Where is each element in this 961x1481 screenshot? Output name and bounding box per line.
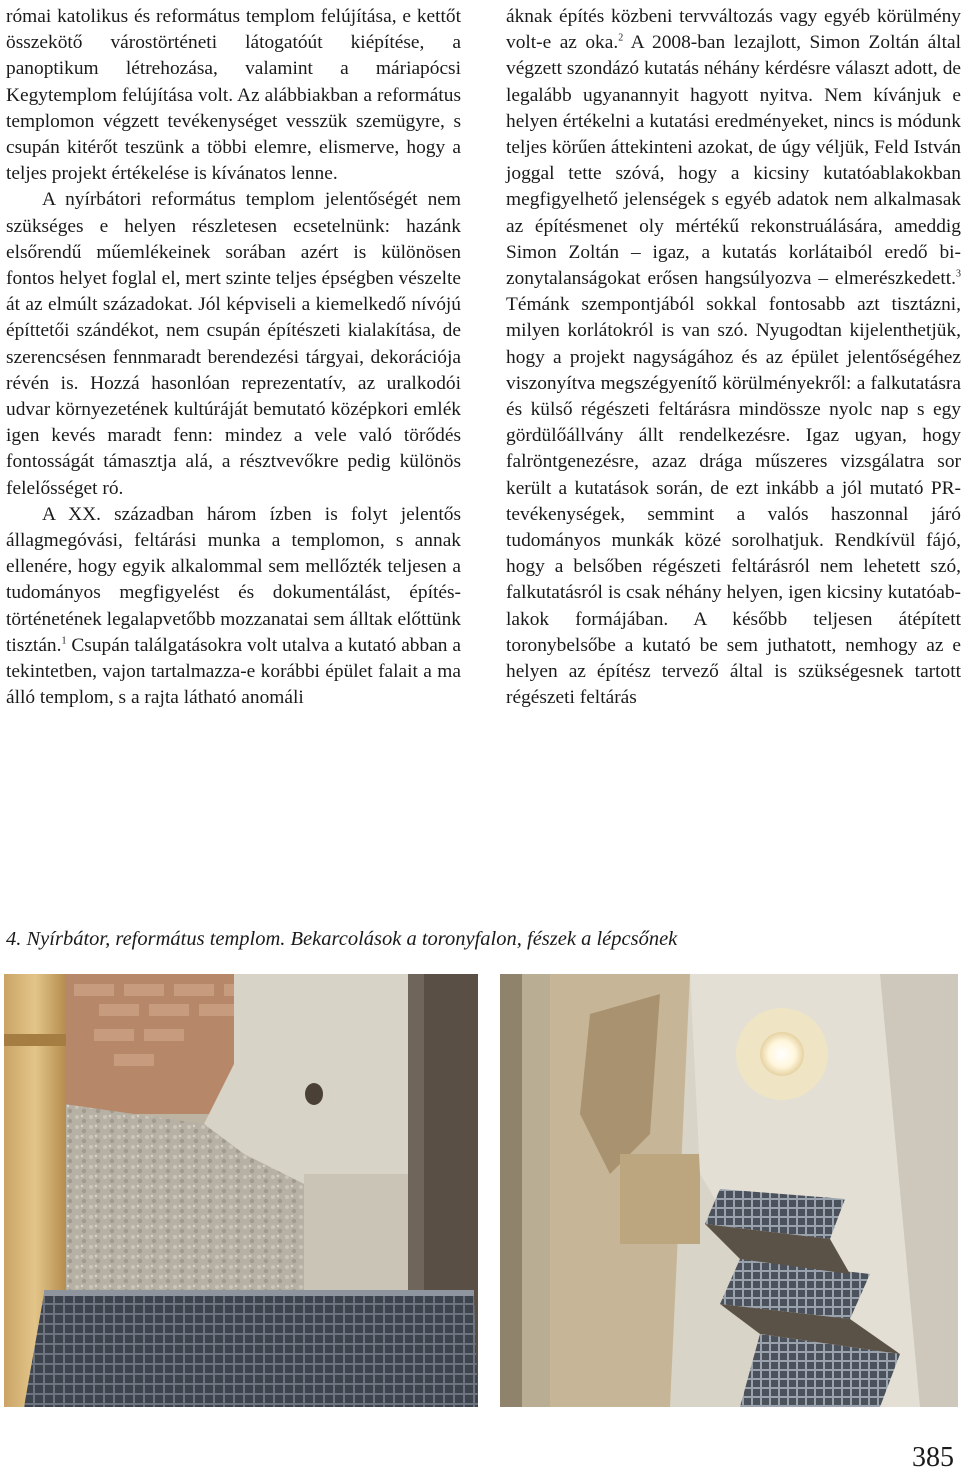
photo-stair-niche-image <box>500 974 958 1407</box>
photo-tower-wall <box>4 974 478 1407</box>
footnote-ref-1[interactable]: 1 <box>61 635 67 647</box>
figure-caption: 4. Nyírbátor, református templom. Bekarcolások a toronyfalon, fészek a lépcsőnek <box>6 928 678 950</box>
footnote-ref-2[interactable]: 2 <box>618 32 624 44</box>
right-text-column <box>506 4 961 711</box>
paragraph-4-part-b: A 2008-ban lezajlott, Simon Zoltán által végzett szondázó kutatás néhány kérdésre választ adott, de legalább ugyanannyit hagyott nyitva. Nem kívánjuk e helyen értékelni a kutatási eredményeket, nincs is módunk teljes körűen áttekinteni azokat, de úgy véljük, Feld István joggal tette szóvá, hogy a kicsiny kutatóablakokban megfigyelhető jelenségek s egyéb adatok nem alkalmasak az építésmenet oly mértékű rekonstruálására, ameddig Simon Zoltán – igaz, a kutatás korlátaiból eredő bizonytalanságokat erősen hangsúlyozva – elmerészkedett. <box>506 32 961 290</box>
paragraph-3-part-a: A XX. században három ízben is folyt jelentős állagmegóvási, feltárási munka a templomon, s annak ellenére, hogy egyik alkalommal sem mellőzték teljesen a tudományos megfigyelést és dokumentálást, építéstörténetének legalapvetőbb mozzanatai sem álltak előttünk tisztán. <box>6 503 461 656</box>
footnote-ref-3[interactable]: 3 <box>956 268 961 280</box>
photo-tower-wall-image <box>4 974 478 1407</box>
paragraph-4 <box>506 4 961 711</box>
page-number: 385 <box>912 1442 954 1473</box>
paragraph-4-part-a: áknak építés közbeni tervváltozás vagy egyéb körülmény volt-e az oka. <box>506 6 961 54</box>
paragraph-1: római katolikus és református templom felújítása, e kettőt összekötő várostörténeti látogatóút kiépítése, a panoptikum létrehozása, valamint a máriapócsi Kegytemplom felújítása volt. Az alábbiakban a református templomon végzett tevékenységet vesszük szemügyre, s csupán kitérőt teszünk a többi elemre, elismerve, hogy a teljes projekt értékelése is kívánatos lenne. <box>6 6 461 185</box>
paragraph-3 <box>6 502 461 712</box>
paragraph-4-part-c: Témánk szempontjából sokkal fontosabb azt tisztázni, milyen korlátokról is van szó. Nyugodtan kijelenthetjük, hogy a projekt nagyságához és az épület jelentőségéhez viszonyítva megszégyenítő körülményekről: a falkutatásra és külső régészeti feltárásra mindössze nyolc nap s egy gördülőállvány állt rendelkezésre. Igaz ugyan, hogy falröntgenezésre, azaz drága műszeres vizsgálatra sor került a kutatások során, de ezt inkább a jól mutató PR-tevékenységek, semmint a valós haszonnal járó tudományos munkák közé sorolhatjuk. Rendkívül fájó, hogy a belsőben régészeti feltárásról nem lehetett szó, falkutatásról is csak néhány helyen, igen kicsiny kutatóablakok formájában. A később teljesen átépített toronybelsőbe a kutató be sem juthatott, nemhogy az e helyen az építész tervező által is szükségesnek tartott régészeti feltárás <box>506 294 961 709</box>
left-text-column <box>6 4 461 711</box>
paragraph-3-part-b: Csupán találgatásokra volt utalva a kutató abban a tekintetben, vajon tartalmazza-e korábbi épület falait a ma álló templom, s a rajta látható anomáli <box>6 634 461 709</box>
photo-stair-niche <box>500 974 958 1407</box>
paragraph-2: A nyírbátori református templom jelentőségét nem szükséges e helyen részletesen ecsetelnünk: hazánk elsőrendű műemlékeinek sorában azért is különösen fontos helyet foglal el, mert szinte teljes épségben vészelte át az elmúlt századokat. Jól képviseli a kiemelkedő nívójú építtetői szándékot, nem csupán építészeti kialakítása, de szerencsésen fennmaradt berendezési tárgyai, dekorációja révén is. Hozzá hasonlóan reprezentatív, az uralkodói udvar környezetének kultúráját bemutató középkori emlék igen kevés maradt fenn: mindez a vele való törődés fontosságát támasztja alá, a résztvevőkre pedig különös felelősséget ró. <box>6 189 461 499</box>
